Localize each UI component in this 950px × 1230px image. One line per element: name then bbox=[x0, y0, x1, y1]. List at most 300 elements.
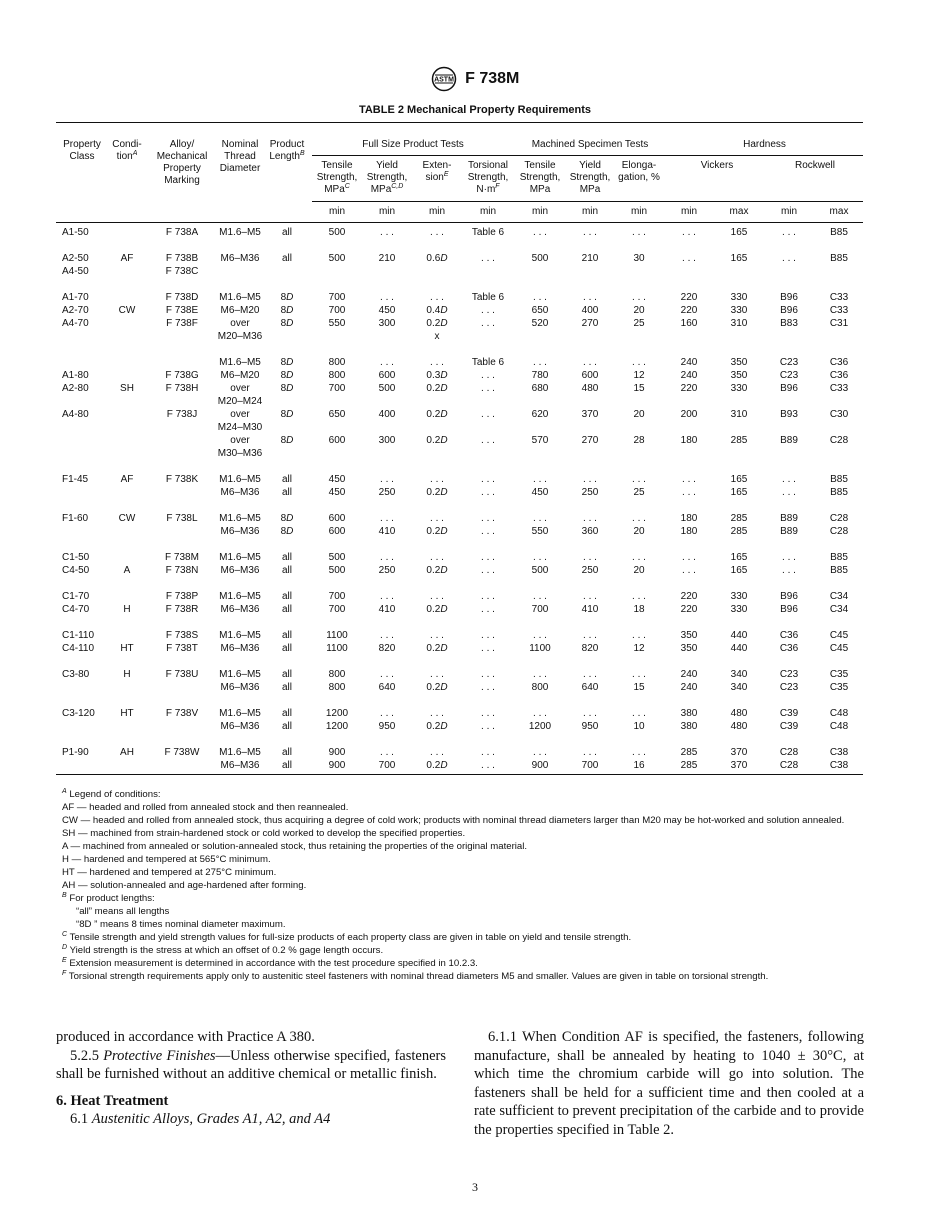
table-cell: 180 bbox=[680, 526, 698, 537]
min-max-label: min bbox=[378, 206, 396, 217]
table-cell: B96 bbox=[780, 305, 798, 316]
table-cell: 440 bbox=[730, 630, 748, 641]
table-cell: C36 bbox=[829, 370, 849, 381]
table-cell: C35 bbox=[829, 682, 849, 693]
table-row bbox=[56, 681, 863, 694]
table-spacer bbox=[56, 616, 863, 629]
table-cell: 520 bbox=[531, 318, 549, 329]
table-cell: 210 bbox=[378, 253, 396, 264]
table-cell: C36 bbox=[779, 643, 799, 654]
table-cell: . . . bbox=[583, 708, 597, 719]
mechanical-property-table bbox=[56, 122, 863, 775]
table-row bbox=[56, 525, 863, 538]
table-cell: . . . bbox=[533, 292, 547, 303]
table-cell: . . . bbox=[380, 357, 394, 368]
document-id: F 738M bbox=[465, 70, 520, 87]
svg-text:ASTM: ASTM bbox=[433, 76, 454, 84]
min-max-label: min bbox=[680, 206, 698, 217]
table-cell: . . . bbox=[583, 552, 597, 563]
table-cell: 340 bbox=[730, 669, 748, 680]
col-nominal-diameter: Nominal Thread Diameter bbox=[219, 139, 261, 174]
table-cell: C38 bbox=[829, 760, 849, 771]
table-spacer bbox=[56, 538, 863, 551]
table-cell: . . . bbox=[481, 305, 495, 316]
table-cell: 700 bbox=[378, 760, 396, 771]
table-cell: C23 bbox=[779, 682, 799, 693]
table-cell: . . . bbox=[533, 747, 547, 758]
table-row bbox=[56, 629, 863, 642]
table-cell: . . . bbox=[583, 513, 597, 524]
footnote: $^E$ Extension measurement is determined in accordance with the test procedure specified in 10.2.3. bbox=[62, 957, 478, 969]
table-cell: 250 bbox=[581, 487, 599, 498]
table-cell: 165 bbox=[730, 552, 748, 563]
table-cell: M6–M36 bbox=[220, 526, 260, 537]
table-cell: C23 bbox=[779, 370, 799, 381]
table-cell: all bbox=[281, 591, 292, 602]
table-cell: B89 bbox=[780, 526, 798, 537]
section-heading: 6. Heat Treatment bbox=[56, 1092, 169, 1109]
table-cell: 700 bbox=[328, 305, 346, 316]
table-cell: . . . bbox=[682, 253, 696, 264]
table-cell: 350 bbox=[680, 630, 698, 641]
table-cell: . . . bbox=[583, 747, 597, 758]
table-cell: 950 bbox=[581, 721, 599, 732]
table-title: TABLE 2 Mechanical Property Requirements bbox=[358, 104, 592, 116]
table-cell: C48 bbox=[829, 708, 849, 719]
table-cell: F 738H bbox=[165, 383, 199, 394]
table-cell: Table 6 bbox=[471, 292, 505, 303]
table-cell: all bbox=[281, 487, 292, 498]
table-cell: B89 bbox=[780, 513, 798, 524]
table-cell: 380 bbox=[680, 721, 698, 732]
table-cell: . . . bbox=[632, 669, 646, 680]
table-cell: Table 6 bbox=[471, 357, 505, 368]
table-row bbox=[56, 317, 863, 330]
table-cell: . . . bbox=[380, 513, 394, 524]
table-cell: M6–M36 bbox=[220, 760, 260, 771]
table-cell: . . . bbox=[481, 747, 495, 758]
table-cell: F 738J bbox=[166, 409, 198, 420]
table-cell: 15 bbox=[633, 383, 645, 394]
table-cell: P1-90 bbox=[62, 747, 89, 758]
table-cell: all bbox=[281, 747, 292, 758]
table-cell: F 738E bbox=[165, 305, 199, 316]
table-cell: 220 bbox=[680, 591, 698, 602]
table-cell: . . . bbox=[481, 604, 495, 615]
table-cell: 450 bbox=[328, 487, 346, 498]
table-cell: 25 bbox=[633, 318, 645, 329]
table-cell: 300 bbox=[378, 318, 396, 329]
table-cell: 8D bbox=[280, 513, 294, 524]
table-cell: 700 bbox=[328, 591, 346, 602]
table-cell: 700 bbox=[531, 604, 549, 615]
table-cell: 28 bbox=[633, 435, 645, 446]
table-cell: over bbox=[230, 318, 250, 329]
table-cell: . . . bbox=[533, 552, 547, 563]
table-cell: M20–M24 bbox=[217, 396, 263, 407]
table-cell: A2-50 bbox=[62, 253, 89, 264]
footnote: $^C$ Tensile strength and yield strength values for full-size products of each property class are given in table on yield and tensile strength. bbox=[62, 931, 632, 943]
table-cell: C34 bbox=[829, 604, 849, 615]
table-cell: 330 bbox=[730, 305, 748, 316]
table-cell: A1-70 bbox=[62, 292, 89, 303]
table-cell: . . . bbox=[632, 747, 646, 758]
table-cell: 165 bbox=[730, 253, 748, 264]
table-row bbox=[56, 226, 863, 239]
table-row bbox=[56, 291, 863, 304]
table-cell: M6–M36 bbox=[220, 565, 260, 576]
table-cell: C1-110 bbox=[62, 630, 95, 641]
table-cell: . . . bbox=[632, 552, 646, 563]
footnote: AF — headed and rolled from annealed stock and then reannealed. bbox=[62, 802, 349, 813]
table-cell: F 738U bbox=[165, 669, 199, 680]
table-cell: F 738D bbox=[165, 292, 199, 303]
table-cell: C3-80 bbox=[62, 669, 90, 680]
table-cell: H bbox=[123, 669, 131, 680]
footnote: A — machined from annealed or solution-annealed stock, thus retaining the properties of the original material. bbox=[62, 841, 528, 852]
table-cell: B85 bbox=[830, 487, 848, 498]
table-cell: 220 bbox=[680, 292, 698, 303]
table-cell: 0.2D bbox=[426, 526, 448, 537]
table-cell: 15 bbox=[633, 682, 645, 693]
table-cell: 0.4D bbox=[426, 305, 448, 316]
table-cell: C3-120 bbox=[62, 708, 95, 719]
table-cell: . . . bbox=[782, 227, 796, 238]
min-max-label: min bbox=[531, 206, 549, 217]
min-max-label: min bbox=[328, 206, 346, 217]
table-cell: F 738P bbox=[165, 591, 199, 602]
table-cell: 180 bbox=[680, 513, 698, 524]
table-cell: . . . bbox=[682, 487, 696, 498]
table-cell: M1.6–M5 bbox=[219, 474, 261, 485]
table-cell: 640 bbox=[378, 682, 396, 693]
table-cell: . . . bbox=[481, 474, 495, 485]
table-spacer bbox=[56, 655, 863, 668]
table-cell: all bbox=[281, 227, 292, 238]
table-cell: 450 bbox=[378, 305, 396, 316]
table-cell: 440 bbox=[730, 643, 748, 654]
table-cell: . . . bbox=[481, 708, 495, 719]
table-cell: 1100 bbox=[529, 643, 551, 654]
table-cell: . . . bbox=[682, 552, 696, 563]
table-cell: F 738B bbox=[165, 253, 199, 264]
table-cell: . . . bbox=[430, 591, 444, 602]
footnote: SH — machined from strain-hardened stock or cold worked to develop the specified properties. bbox=[62, 828, 466, 839]
table-cell: 480 bbox=[730, 721, 748, 732]
group-machined: Machined Specimen Tests bbox=[531, 139, 649, 150]
table-row bbox=[56, 720, 863, 733]
table-spacer bbox=[56, 343, 863, 356]
table-cell: 450 bbox=[328, 474, 346, 485]
table-row bbox=[56, 590, 863, 603]
table-cell: 500 bbox=[328, 552, 346, 563]
table-cell: . . . bbox=[481, 526, 495, 537]
table-cell: 370 bbox=[730, 747, 748, 758]
table-cell: . . . bbox=[430, 630, 444, 641]
table-cell: F 738F bbox=[166, 318, 198, 329]
table-cell: 410 bbox=[378, 526, 396, 537]
table-cell: M1.6–M5 bbox=[219, 552, 261, 563]
page-number: 3 bbox=[472, 1180, 478, 1194]
table-cell: 1100 bbox=[326, 630, 348, 641]
table-row bbox=[56, 369, 863, 382]
table-spacer bbox=[56, 733, 863, 746]
group-full-size: Full Size Product Tests bbox=[362, 139, 464, 150]
table-cell: 500 bbox=[328, 565, 346, 576]
table-cell: M1.6–M5 bbox=[219, 227, 261, 238]
table-cell: . . . bbox=[682, 565, 696, 576]
table-cell: 250 bbox=[581, 565, 599, 576]
table-cell: . . . bbox=[380, 552, 394, 563]
table-cell: 10 bbox=[633, 721, 645, 732]
table-row bbox=[56, 512, 863, 525]
table-spacer bbox=[56, 499, 863, 512]
min-max-label: min bbox=[630, 206, 648, 217]
table-cell: 340 bbox=[730, 682, 748, 693]
table-cell: 370 bbox=[581, 409, 599, 420]
table-cell: C36 bbox=[779, 630, 799, 641]
table-cell: . . . bbox=[583, 292, 597, 303]
table-cell: 700 bbox=[328, 383, 346, 394]
table-cell: A1-50 bbox=[62, 227, 89, 238]
table-cell: . . . bbox=[430, 708, 444, 719]
table-cell: CW bbox=[118, 305, 136, 316]
col-tensile: Tensile Strength, MPa$^C$ bbox=[316, 160, 358, 195]
table-cell: . . . bbox=[481, 435, 495, 446]
table-spacer bbox=[56, 577, 863, 590]
table-cell: 285 bbox=[680, 760, 698, 771]
table-cell: . . . bbox=[533, 708, 547, 719]
table-cell: 600 bbox=[378, 370, 396, 381]
table-cell: B85 bbox=[830, 253, 848, 264]
table-cell: . . . bbox=[380, 630, 394, 641]
table-cell: 285 bbox=[730, 526, 748, 537]
table-cell: . . . bbox=[533, 669, 547, 680]
table-cell: . . . bbox=[632, 630, 646, 641]
col-product-length: Product Length$^B$ bbox=[269, 139, 305, 162]
table-cell: 900 bbox=[531, 760, 549, 771]
table-body bbox=[56, 223, 863, 774]
table-row bbox=[56, 330, 863, 343]
table-cell: . . . bbox=[430, 747, 444, 758]
table-cell: 285 bbox=[680, 747, 698, 758]
min-max-label: min bbox=[581, 206, 599, 217]
min-max-row bbox=[56, 202, 863, 222]
table-cell: M6–M36 bbox=[220, 487, 260, 498]
table-row bbox=[56, 473, 863, 486]
table-footnotes bbox=[56, 788, 866, 983]
table-cell: . . . bbox=[481, 669, 495, 680]
table-cell: 8D bbox=[280, 526, 294, 537]
table-cell: over bbox=[230, 383, 250, 394]
table-cell: B85 bbox=[830, 552, 848, 563]
table-cell: C45 bbox=[829, 643, 849, 654]
table-cell: C28 bbox=[829, 526, 849, 537]
table-cell: all bbox=[281, 604, 292, 615]
table-cell: . . . bbox=[632, 292, 646, 303]
table-cell: M1.6–M5 bbox=[219, 591, 261, 602]
table-cell: . . . bbox=[632, 708, 646, 719]
footnote: “8D ” means 8 times nominal diameter maximum. bbox=[76, 919, 286, 930]
table-cell: 680 bbox=[531, 383, 549, 394]
table-cell: F 738G bbox=[165, 370, 199, 381]
col-vickers: Vickers bbox=[700, 160, 734, 171]
table-cell: 950 bbox=[378, 721, 396, 732]
table-cell: C4-110 bbox=[62, 643, 95, 654]
paragraph: produced in accordance with Practice A 380. bbox=[56, 1029, 315, 1045]
table-cell: M30–M36 bbox=[217, 448, 263, 459]
table-cell: . . . bbox=[481, 552, 495, 563]
table-cell: 12 bbox=[633, 643, 645, 654]
table-cell: . . . bbox=[481, 591, 495, 602]
table-cell: 250 bbox=[378, 487, 396, 498]
table-row bbox=[56, 304, 863, 317]
table-cell: . . . bbox=[533, 474, 547, 485]
table-cell: 410 bbox=[581, 604, 599, 615]
table-cell: 30 bbox=[633, 253, 645, 264]
table-cell: 480 bbox=[730, 708, 748, 719]
table-cell: all bbox=[281, 565, 292, 576]
table-cell: M6–M20 bbox=[220, 370, 260, 381]
footnote: $^D$ Yield strength is the stress at which an offset of 0.2 % gage length occurs. bbox=[62, 944, 384, 956]
right-column-text bbox=[474, 1028, 864, 1139]
table-cell: 250 bbox=[378, 565, 396, 576]
table-cell: 550 bbox=[531, 526, 549, 537]
table-cell: 330 bbox=[730, 604, 748, 615]
table-spacer bbox=[56, 278, 863, 291]
table-cell: 800 bbox=[328, 682, 346, 693]
table-cell: . . . bbox=[583, 591, 597, 602]
table-cell: . . . bbox=[782, 253, 796, 264]
table-cell: over bbox=[230, 435, 250, 446]
table-cell: C45 bbox=[829, 630, 849, 641]
col-extension: Exten- sion$^E$ bbox=[422, 160, 452, 183]
col-rockwell: Rockwell bbox=[794, 160, 835, 171]
table-cell: . . . bbox=[782, 487, 796, 498]
table-cell: 210 bbox=[581, 253, 599, 264]
table-cell: 330 bbox=[730, 292, 748, 303]
table-cell: 820 bbox=[581, 643, 599, 654]
table-cell: C23 bbox=[779, 669, 799, 680]
table-cell: 360 bbox=[581, 526, 599, 537]
table-row bbox=[56, 434, 863, 447]
table-cell: . . . bbox=[481, 682, 495, 693]
table-cell: 350 bbox=[730, 357, 748, 368]
table-cell: C34 bbox=[829, 591, 849, 602]
table-cell: 8D bbox=[280, 383, 294, 394]
table-cell: 450 bbox=[531, 487, 549, 498]
table-cell: 550 bbox=[328, 318, 346, 329]
table-spacer bbox=[56, 239, 863, 252]
table-cell: M6–M20 bbox=[220, 305, 260, 316]
table-cell: M1.6–M5 bbox=[219, 292, 261, 303]
table-cell: HT bbox=[120, 643, 134, 654]
table-cell: . . . bbox=[533, 630, 547, 641]
table-cell: all bbox=[281, 669, 292, 680]
table-cell: M6–M36 bbox=[220, 643, 260, 654]
col-machined-yield: Yield Strength, MPa bbox=[569, 160, 611, 195]
table-cell: 270 bbox=[581, 318, 599, 329]
table-cell: 8D bbox=[280, 292, 294, 303]
table-cell: C28 bbox=[829, 513, 849, 524]
table-cell: 8D bbox=[280, 370, 294, 381]
col-machined-tensile: Tensile Strength, MPa bbox=[519, 160, 561, 195]
table-cell: H bbox=[123, 604, 131, 615]
table-cell: . . . bbox=[481, 409, 495, 420]
table-cell: C28 bbox=[779, 747, 799, 758]
table-cell: . . . bbox=[583, 474, 597, 485]
table-cell: 240 bbox=[680, 357, 698, 368]
table-cell: C39 bbox=[779, 708, 799, 719]
table-cell: . . . bbox=[481, 487, 495, 498]
table-cell: SH bbox=[120, 383, 134, 394]
table-cell: . . . bbox=[481, 318, 495, 329]
table-cell: all bbox=[281, 552, 292, 563]
table-cell: 380 bbox=[680, 708, 698, 719]
table-cell: 0.2D bbox=[426, 487, 448, 498]
table-cell: 285 bbox=[730, 513, 748, 524]
table-cell: 165 bbox=[730, 227, 748, 238]
table-cell: B93 bbox=[780, 409, 798, 420]
table-cell: 20 bbox=[633, 409, 645, 420]
table-cell: 8D bbox=[280, 318, 294, 329]
footnote: CW — headed and rolled from annealed stock, thus acquiring a degree of cold work; products with nominal thread diameters larger than M20 may be hot-worked and solution annealed. bbox=[62, 815, 845, 826]
table-cell: 0.2D bbox=[426, 721, 448, 732]
table-cell: M24–M30 bbox=[217, 422, 263, 433]
table-cell: . . . bbox=[430, 552, 444, 563]
table-cell: A4-50 bbox=[62, 266, 89, 277]
table-cell: . . . bbox=[380, 747, 394, 758]
table-cell: 480 bbox=[581, 383, 599, 394]
footnote: $^F$ Torsional strength requirements apply only to austenitic steel fasteners with nominal thread diameters M5 and smaller. Values are given in table on torsional strength. bbox=[62, 970, 769, 982]
table-cell: 700 bbox=[328, 604, 346, 615]
table-row bbox=[56, 551, 863, 564]
table-cell: . . . bbox=[682, 227, 696, 238]
table-cell: all bbox=[281, 760, 292, 771]
table-cell: C35 bbox=[829, 669, 849, 680]
table-cell: B85 bbox=[830, 565, 848, 576]
col-yield: Yield Strength, MPa$^{C,D}$ bbox=[366, 160, 408, 195]
table-cell: 180 bbox=[680, 435, 698, 446]
table-cell: A4-70 bbox=[62, 318, 89, 329]
min-max-label: max bbox=[829, 206, 849, 217]
table-cell: . . . bbox=[481, 383, 495, 394]
table-cell: M6–M36 bbox=[220, 604, 260, 615]
table-cell: 900 bbox=[328, 747, 346, 758]
table-row bbox=[56, 642, 863, 655]
table-cell: . . . bbox=[430, 669, 444, 680]
table-cell: . . . bbox=[481, 760, 495, 771]
col-elongation: Elonga- gation, % bbox=[618, 160, 660, 183]
table-cell: 1100 bbox=[326, 643, 348, 654]
footnote: HT — hardened and tempered at 275°C minimum. bbox=[62, 867, 277, 878]
table-cell: M1.6–M5 bbox=[219, 630, 261, 641]
table-cell: C48 bbox=[829, 721, 849, 732]
table-cell: B96 bbox=[780, 591, 798, 602]
table-cell: 25 bbox=[633, 487, 645, 498]
table-cell: 200 bbox=[680, 409, 698, 420]
table-cell: 0.2D bbox=[426, 409, 448, 420]
table-cell: A2-70 bbox=[62, 305, 89, 316]
table-cell: 220 bbox=[680, 305, 698, 316]
table-cell: . . . bbox=[533, 591, 547, 602]
table-cell: 400 bbox=[378, 409, 396, 420]
table-row bbox=[56, 564, 863, 577]
table-cell: M1.6–M5 bbox=[219, 669, 261, 680]
table-row bbox=[56, 421, 863, 434]
table-row bbox=[56, 447, 863, 460]
table-cell: 700 bbox=[581, 760, 599, 771]
